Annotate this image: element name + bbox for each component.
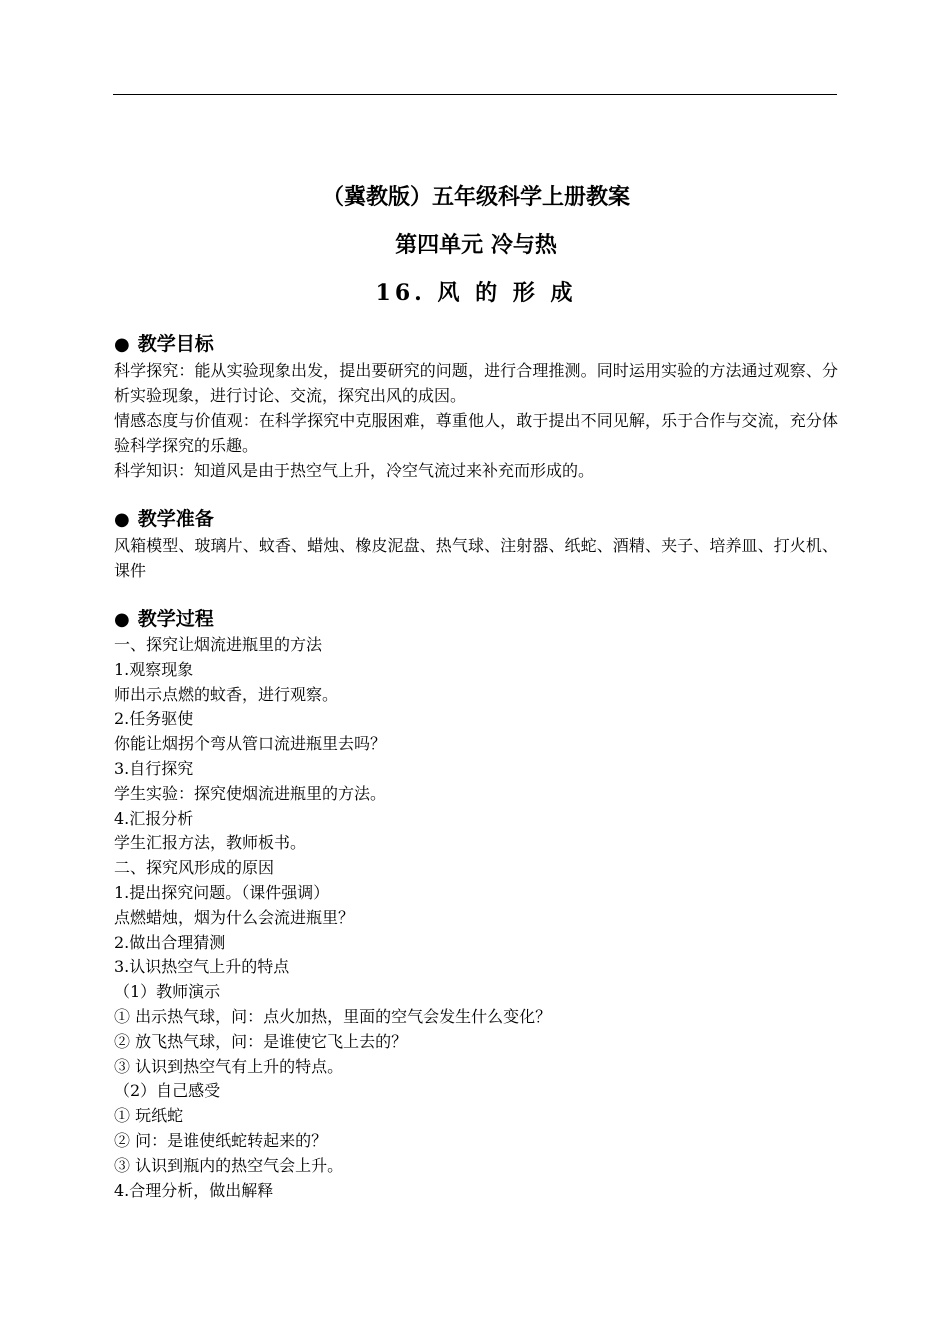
objectives-heading-text: 教学目标 (137, 333, 214, 355)
process-line: 师出示点燃的蚊香，进行观察。 (114, 684, 339, 704)
preparation-materials: 风箱模型、玻璃片、蚊香、蜡烛、橡皮泥盘、热气球、注射器、纸蛇、酒精、夹子、培养皿、打火机、课件 (114, 536, 838, 580)
preparation-heading-text: 教学准备 (137, 508, 214, 530)
process-line: ① 玩纸蛇 (114, 1106, 184, 1126)
bullet-icon: ● (114, 334, 130, 355)
objectives-paragraph: 情感态度与价值观：在科学探究中克服困难，尊重他人，敢于提出不同见解，乐于合作与交流，充分体验科学探究的乐趣。 (114, 411, 838, 455)
objectives-paragraph: 科学知识：知道风是由于热空气上升，冷空气流过来补充而形成的。 (114, 461, 595, 480)
lesson-title: 16. 风 的 形 成 (375, 280, 577, 306)
bullet-icon: ● (114, 509, 130, 530)
process-line: 1.观察现象 (114, 659, 194, 679)
process-line: 2.做出合理猜测 (114, 932, 226, 952)
process-line: 一、探究让烟流进瓶里的方法 (114, 635, 323, 654)
process-line: ① 出示热气球，问：点火加热，里面的空气会发生什么变化？ (114, 1006, 552, 1026)
process-line: 3.自行探究 (114, 758, 194, 778)
process-line: ③ 认识到热空气有上升的特点。 (114, 1056, 344, 1076)
process-line: 点燃蜡烛，烟为什么会流进瓶里？ (114, 907, 355, 927)
objectives-heading (114, 331, 838, 358)
process-heading-text: 教学过程 (137, 608, 214, 630)
preparation-section (114, 506, 838, 583)
process-line: （2）自己感受 (114, 1081, 221, 1101)
process-line: 学生汇报方法，教师板书。 (114, 833, 307, 853)
process-line: 2.任务驱使 (114, 709, 194, 729)
process-line: ② 问：是谁使纸蛇转起来的？ (114, 1130, 328, 1150)
bullet-icon: ● (114, 609, 130, 630)
process-line: 4.汇报分析 (114, 808, 194, 828)
header-rule (113, 94, 837, 95)
process-line: 3.认识热空气上升的特点 (114, 957, 290, 977)
document-body (114, 176, 838, 1203)
process-line: 4.合理分析，做出解释 (114, 1180, 274, 1200)
process-heading (114, 606, 838, 633)
objectives-paragraph: 科学探究：能从实验现象出发，提出要研究的问题，进行合理推测。同时运用实验的方法通过观察、分析实验现象，进行讨论、交流，探究出风的成因。 (114, 361, 838, 405)
process-line: ③ 认识到瓶内的热空气会上升。 (114, 1155, 344, 1175)
document-title: （冀教版）五年级科学上册教案 (321, 184, 630, 210)
process-section (114, 606, 838, 1203)
process-line: （1）教师演示 (114, 982, 221, 1002)
process-line: 1.提出探究问题。（课件强调） (114, 882, 330, 902)
process-line: 你能让烟拐个弯从管口流进瓶里去吗？ (114, 734, 387, 754)
unit-title: 第四单元 冷与热 (395, 232, 557, 258)
preparation-heading (114, 506, 838, 533)
process-line: ② 放飞热气球，问：是谁使它飞上去的？ (114, 1031, 408, 1051)
objectives-section (114, 331, 838, 483)
process-line: 二、探究风形成的原因 (114, 858, 275, 878)
process-line: 学生实验：探究使烟流进瓶里的方法。 (114, 783, 387, 803)
